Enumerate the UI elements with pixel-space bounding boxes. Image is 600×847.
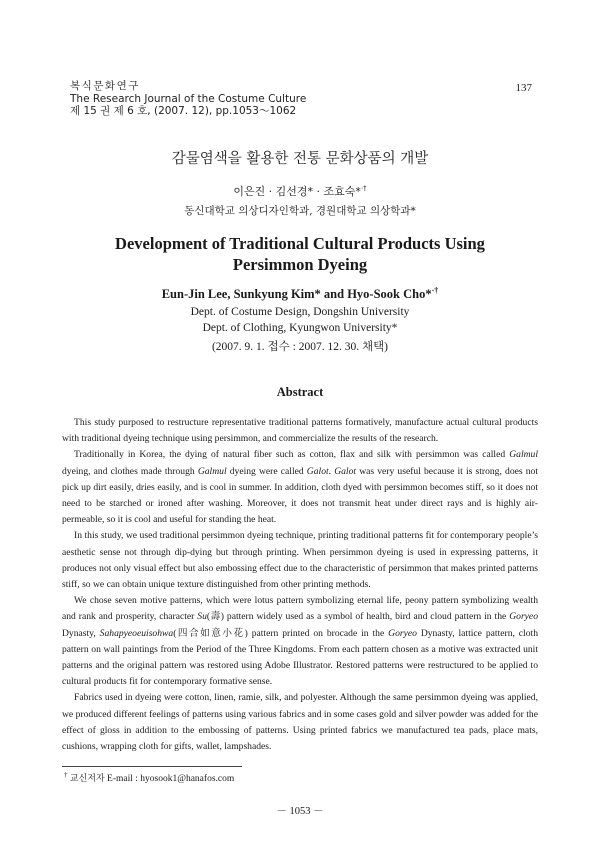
english-affiliation-2: Dept. of Clothing, Kyungwon University*: [202, 322, 398, 334]
footnote: [64, 771, 234, 784]
page-number-bottom: － 1053 －: [276, 806, 324, 817]
english-title-line2: Persimmon Dyeing: [232, 255, 368, 274]
korean-affiliation: 동신대학교 의상디자인학과, 경원대학교 의상학과*: [184, 205, 416, 217]
page-number-top: 137: [515, 82, 532, 94]
journal-header: [70, 80, 306, 118]
journal-volume-info: 제 15 권 제 6 호, (2007. 12), pp.1053～1062: [70, 105, 297, 117]
corresponding-author-mark: ·†: [360, 184, 367, 193]
footnote-divider: [62, 766, 242, 767]
submission-dates: (2007. 9. 1. 접수 : 2007. 12. 30. 채택): [211, 341, 389, 353]
english-affiliation-1: Dept. of Costume Design, Dongshin University: [190, 306, 410, 318]
journal-korean-name: 복식문화연구: [70, 80, 140, 92]
korean-authors-text: 이은진 · 김선경* · 조효숙*: [233, 185, 361, 198]
abstract-paragraph-2: Traditionally in Korea, the dying of natural fiber such as cotton, flax and silk with persimmon was called Galmul dyeing, and clothes made through Galmul dyeing were called Galot. Galot was very useful because it is strong, does not pick up dirt easily, dries easily, and is cool in summer. In addition, cloth dyed with persimmon becomes stiff, so it does not need to be starched or ironed after washing. Moreover, it does not transmit heat under direct rays and is highly air-permeable, so it is cool and useful for standing the heat.: [62, 449, 538, 526]
footnote-label: 교신저자: [69, 774, 105, 785]
abstract-body: [62, 415, 538, 755]
abstract-paragraph-5: Fabrics used in dyeing were cotton, linen, ramie, silk, and polyester. Although the same persimmon dyeing was applied, we produced different feelings of patterns using various fabrics and in some cases gold and silver powder was added for the effect of gloss in addition to the embossing of patterns. Using printed fabrics we manufactured tea pads, place mats, cushions, wrapping cloth for gifts, wallet, lampshades.: [62, 692, 538, 753]
abstract-paragraph-1: This study purposed to restructure representative traditional patterns formatively, manufacture actual cultural products with traditional dyeing technique using persimmon, and commercialize the results of the research.: [62, 417, 538, 445]
english-authors-text: Eun-Jin Lee, Sunkyung Kim* and Hyo-Sook Cho*: [161, 287, 432, 302]
abstract-heading: Abstract: [276, 385, 324, 399]
abstract-paragraph-3: In this study, we used traditional persimmon dyeing technique, printing traditional patterns fit for contemporary people’s aesthetic sense not through dip-dying but through printing. When persimmon dyeing is used in expressing patterns, it produces not only visual effect but also embossing effect due to the characteristic of persimmon that makes printed patterns stiff, so we can obtain unique texture distinguished from other printing methods.: [62, 530, 538, 591]
english-title-line1: Development of Traditional Cultural Products Using: [115, 234, 485, 253]
english-title: [0, 233, 600, 275]
journal-english-name: The Research Journal of the Costume Culture: [70, 92, 307, 105]
korean-authors: [0, 183, 600, 199]
korean-title: 감물염색을 활용한 전통 문화상품의 개발: [171, 151, 429, 167]
abstract-paragraph-4: We chose seven motive patterns, which were lotus pattern symbolizing eternal life, peony pattern symbolizing wealth and rank and prosperity, character Su(壽) pattern widely used as a symbol of health, bird and cloud pattern in the Goryeo Dynasty, Sahapyeoeuisohwa(四合如意小花) pattern printed on brocade in the Goryeo Dynasty, lattice pattern, cloth pattern on wall paintings from the Period of the Three Kingdoms. From each pattern chosen as a motive was extracted unit patterns and the original pattern was restored using Adobe Illustrator. Restored patterns were restructured to be applied to cultural products fit for contemporary formative sense.: [62, 595, 538, 688]
footnote-mark: †: [64, 771, 68, 779]
footnote-email: E-mail : hyosook1@hanafos.com: [107, 774, 235, 785]
english-corresponding-mark: ·†: [431, 286, 439, 295]
english-authors: [0, 286, 600, 302]
